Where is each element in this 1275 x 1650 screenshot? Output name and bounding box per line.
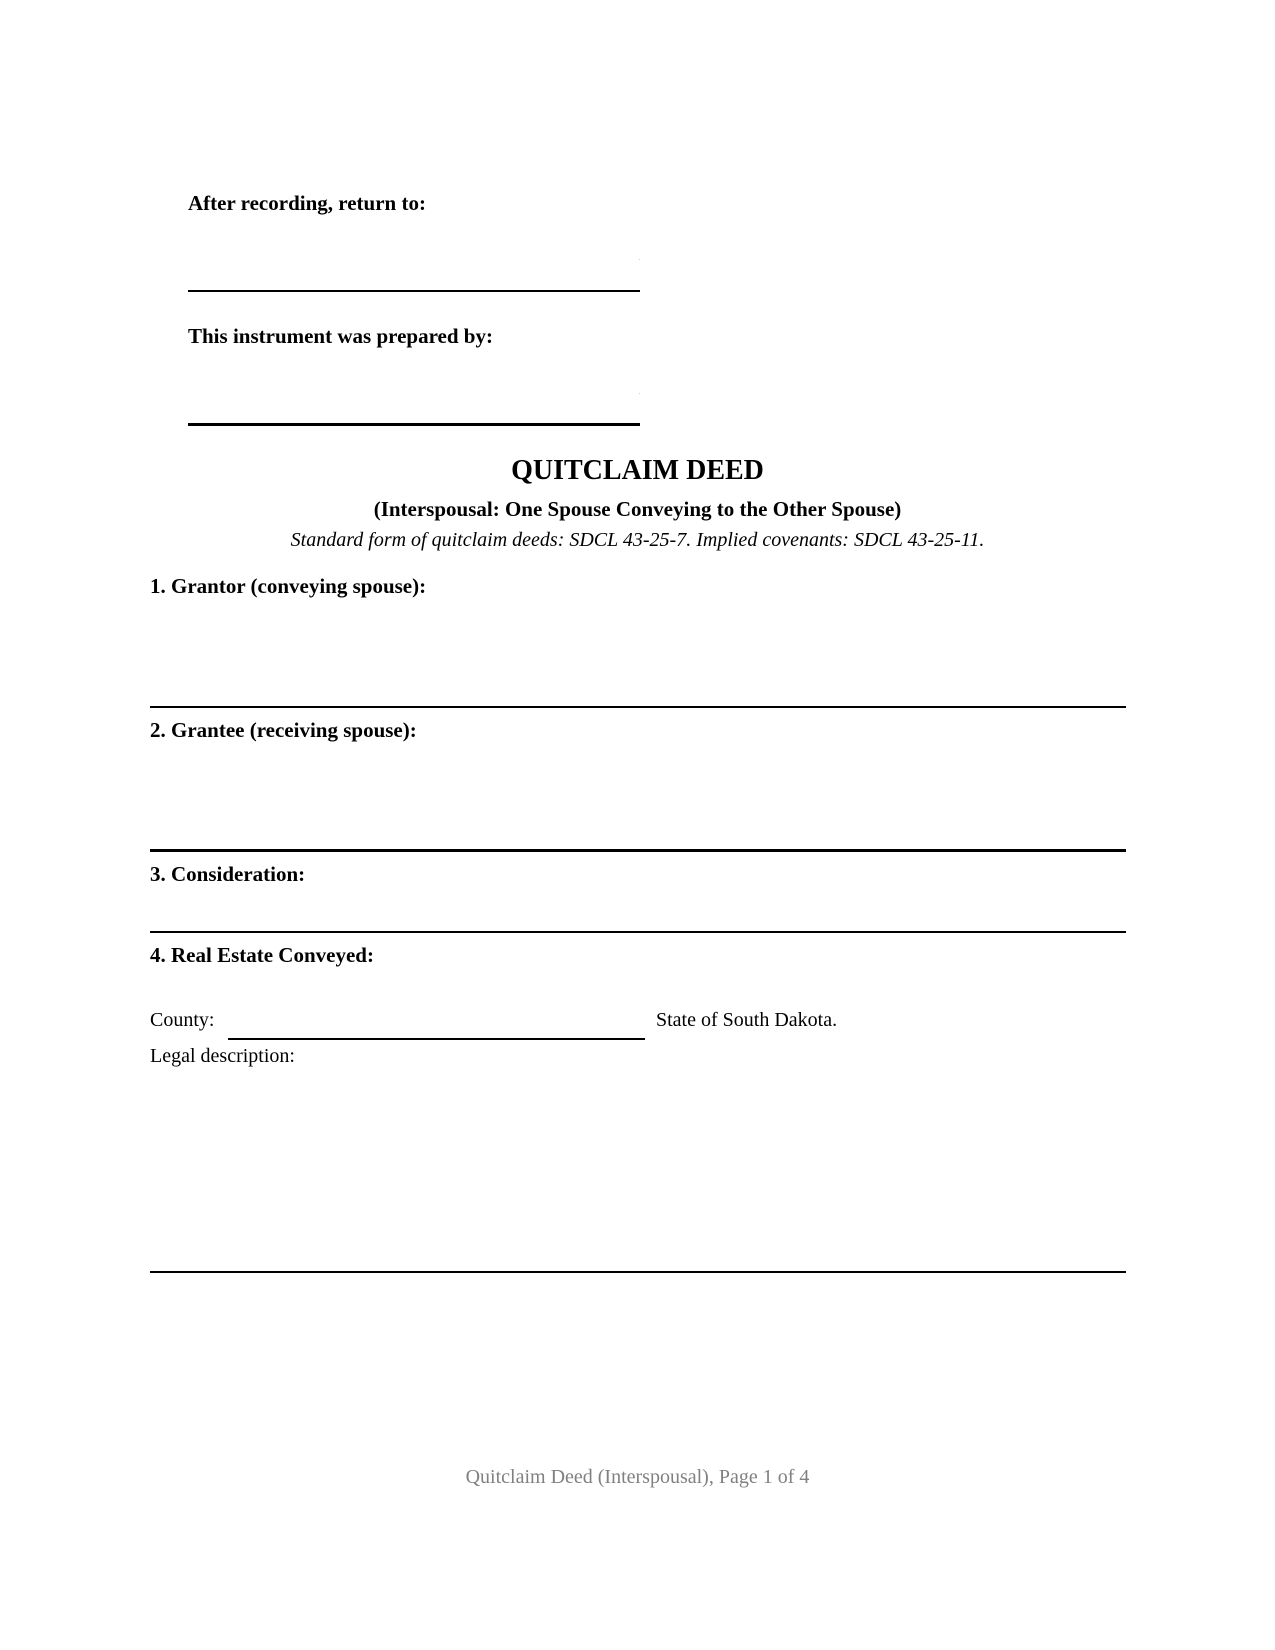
document-subtitle: (Interspousal: One Spouse Conveying to the Other Spouse) — [373, 497, 902, 521]
state-text: State of South Dakota. — [656, 1009, 838, 1031]
consideration-heading: 3. Consideration: — [150, 862, 306, 886]
grantee-line[interactable] — [150, 849, 1126, 852]
grantor-heading: 1. Grantor (conveying spouse): — [150, 574, 427, 598]
prepared-by-line[interactable] — [188, 423, 640, 426]
consideration-line[interactable] — [150, 931, 1126, 933]
return-to-label: After recording, return to: — [188, 191, 426, 215]
return-to-line[interactable] — [188, 290, 640, 292]
prepared-by-label: This instrument was prepared by: — [188, 324, 493, 348]
page-footer: Quitclaim Deed (Interspousal), Page 1 of 4 — [465, 1466, 810, 1488]
grantor-line[interactable] — [150, 706, 1126, 708]
speck-mark — [639, 259, 640, 260]
grantee-heading: 2. Grantee (receiving spouse): — [150, 718, 417, 742]
statute-citation: Standard form of quitclaim deeds: SDCL 43-25-7. Implied covenants: SDCL 43-25-11. — [290, 529, 985, 551]
legal-description-line[interactable] — [150, 1271, 1126, 1273]
legal-description-label: Legal description: — [150, 1045, 295, 1067]
real-estate-heading: 4. Real Estate Conveyed: — [150, 943, 374, 967]
county-label: County: — [150, 1009, 215, 1031]
county-input-line[interactable] — [228, 1038, 645, 1040]
document-title: QUITCLAIM DEED — [511, 455, 764, 486]
speck-mark — [639, 393, 640, 394]
